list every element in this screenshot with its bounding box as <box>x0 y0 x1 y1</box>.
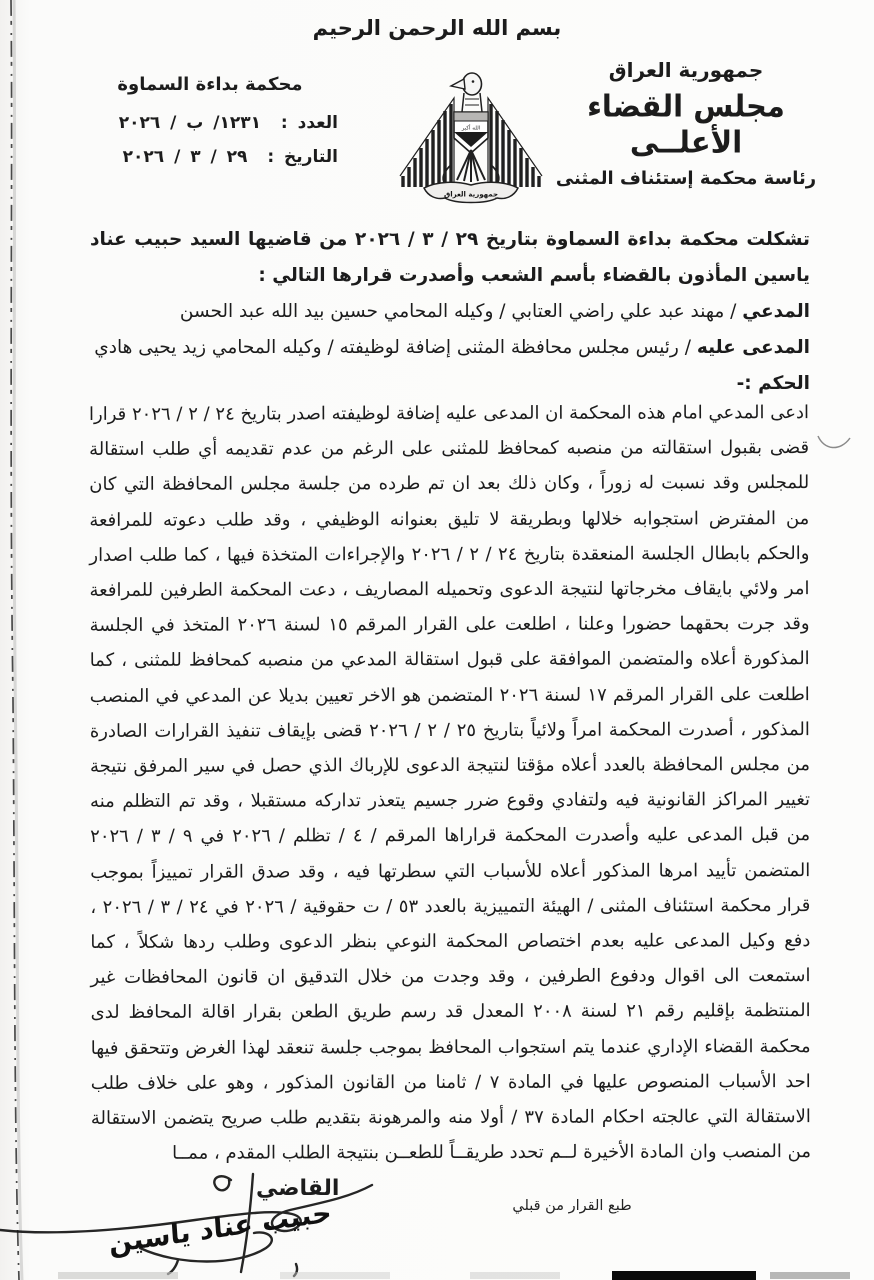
defendant-label: المدعى عليه <box>696 337 810 358</box>
letterhead-left <box>82 74 338 181</box>
plaintiff-label: المدعي <box>742 301 810 322</box>
eagle-emblem-graphic <box>388 68 554 218</box>
emblem-flag-takbir-text: الله أكبر <box>461 125 481 132</box>
appeal-court-title: رئاسة محكمة إستئناف المثنى <box>555 168 817 189</box>
scan-crease-line <box>0 0 40 1280</box>
case-number-value: ١٢٣١/ ب / ٢٠٢٦ <box>118 113 261 133</box>
defendant-name: / رئيس مجلس محافظة المثنى إضافة لوظيفته / وكيله المحامي زيد يحيى هادي <box>94 337 697 358</box>
basmala: بسم الله الرحمن الرحيم <box>312 16 562 40</box>
iraq-eagle-emblem <box>388 68 554 218</box>
scan-smudge <box>470 1272 560 1279</box>
case-intro <box>90 222 810 402</box>
date-row <box>82 147 338 167</box>
defendant-line <box>90 330 810 366</box>
printed-by-note: طبع القرار من قبلي <box>512 1198 632 1214</box>
emblem-banner-text: جمهورية العراق <box>443 190 499 199</box>
republic-title: جمهورية العراق <box>608 58 764 82</box>
plaintiff-line <box>90 294 810 330</box>
plaintiff-name: / مهند عبد علي راضي العتابي / وكيله المحامي حسين بيد الله عبد الحسن <box>179 301 743 322</box>
case-number-label: العدد : <box>280 113 338 133</box>
ruling-heading: الحكم :- <box>736 373 810 394</box>
date-value: ٢٩ / ٣ / ٢٠٢٦ <box>122 147 248 167</box>
pen-curve-mark <box>814 426 858 460</box>
judicial-council-title: مجلس القضاء الأعلــى <box>587 88 785 160</box>
judge-title-stamp: القاضي <box>256 1176 340 1201</box>
scan-smudge <box>770 1272 850 1279</box>
first-instance-court-title: محكمة بداءة السماوة <box>117 74 303 95</box>
scan-smudge <box>58 1272 178 1279</box>
redaction-bar <box>612 1271 756 1280</box>
letterhead-right <box>552 58 820 189</box>
case-number-row <box>82 113 338 133</box>
court-formation-text: تشكلت محكمة بداءة السماوة بتاريخ ٢٩ / ٣ / ٢٠٢٦ من قاضيها السيد حبيب عناد ياسين المأذون بالقضاء بأسم الشعب وأصدرت قرارها التالي : <box>90 229 810 286</box>
judge-name-signature: حبيب عناد ياسين <box>108 1197 333 1260</box>
date-label: التاريخ : <box>267 147 338 167</box>
scan-smudge <box>280 1272 390 1279</box>
decision-body-paragraph: ادعى المدعي امام هذه المحكمة ان المدعى عليه إضافة لوظيفته اصدر بتاريخ ٢٤ / ٢ / ٢٠٢٦ قرارا قضى بقبول استقالته من منصبه كمحافظ للمثنى على الرغم من عدم تقديمه أي طلب استقالة للمجلس وقد نسبت له زوراً ، وكان ذلك بعد ان تم طرده من جلسة مجلس المحافظة التي كان من المفترض استجوابه خلالها وبطريقة لا تليق بعنوانه الوظيفي ، وقد طلب دعوته للمرافعة والحكم بابطال الجلسة المنعقدة بتاريخ ٢٤ / ٢ / ٢٠٢٦ والإجراءات المتخذة فيها ، كما طلب اصدار امر ولائي بايقاف مخرجاتها لنتيجة الدعوى وتحميله المصاريف ، دعت المحكمة الطرفين للمرافعة وقد جرت بحقهما حضورا وعلنا ، اطلعت على القرار المرقم ١٥ لسنة ٢٠٢٦ المتخذ في الجلسة المذكورة أعلاه والمتضمن الموافقة على قبول استقالة المدعي من منصبه كمحافظ للمثنى ، كما اطلعت على القرار المرقم ١٧ لسنة ٢٠٢٦ المتضمن هو الاخر تعيين بديلا عن المدعي في المنصب المذكور ، أصدرت المحكمة امراً ولائياً بتاريخ ٢٥ / ٢ / ٢٠٢٦ قضى بإيقاف تنفيذ القرارات الصادرة من مجلس المحافظة بالعدد أعلاه مؤقتا لنتيجة الدعوى للإرباك الذي حصل في سير المرفق نتيجة تغيير المراكز القانونية فيه ولتفادي وقوع ضرر جسيم يتعذر تداركه مستقبلا ، وقد تم التظلم منه من قبل المدعى عليه وأصدرت المحكمة قراراها المرقم / ٤ / تظلم / ٢٠٢٦ في ٩ / ٣ / ٢٠٢٦ المتضمن تأييد امرها المذكور أعلاه للأسباب التي سطرتها فيه ، وقد صدق القرار تمييزاً بموجب قرار محكمة استئناف المثنى / الهيئة التمييزية بالعدد ٥٣ / ت حقوقية / ٢٠٢٦ في ٢٤ / ٣ / ٢٠٢٦ ، دفع وكيل المدعى عليه بعدم اختصاص المحكمة النوعي بنظر الدعوى وطلب ردها شكلاً ، كما استمعت الى اقوال ودفوع الطرفين ، وقد وجدت من خلال التدقيق ان قانون المحافظات غير المنتظمة بإقليم رقم ٢١ لسنة ٢٠٠٨ المعدل قد رسم طريق الطعن بقرار اقالة المحافظ لدى محكمة القضاء الإداري عندما يتم استجواب المحافظ بموجب جلسة تنعقد لهذا الغرض وتتحقق فيها احد الأسباب المنصوص عليها في المادة ٧ / ثامنا من القانون المذكور ، وهو على خلاف طلب الاستقالة التي عالجته احكام المادة ٣٧ / أولا منه والمرهونة بتقديم طلب صريح يتضمن الاستقالة من المنصب وان المادة الأخيرة لــم تحدد طريقــاً للطعــن بنتيجة الطلب المقدم ، ممــا <box>89 402 811 1164</box>
